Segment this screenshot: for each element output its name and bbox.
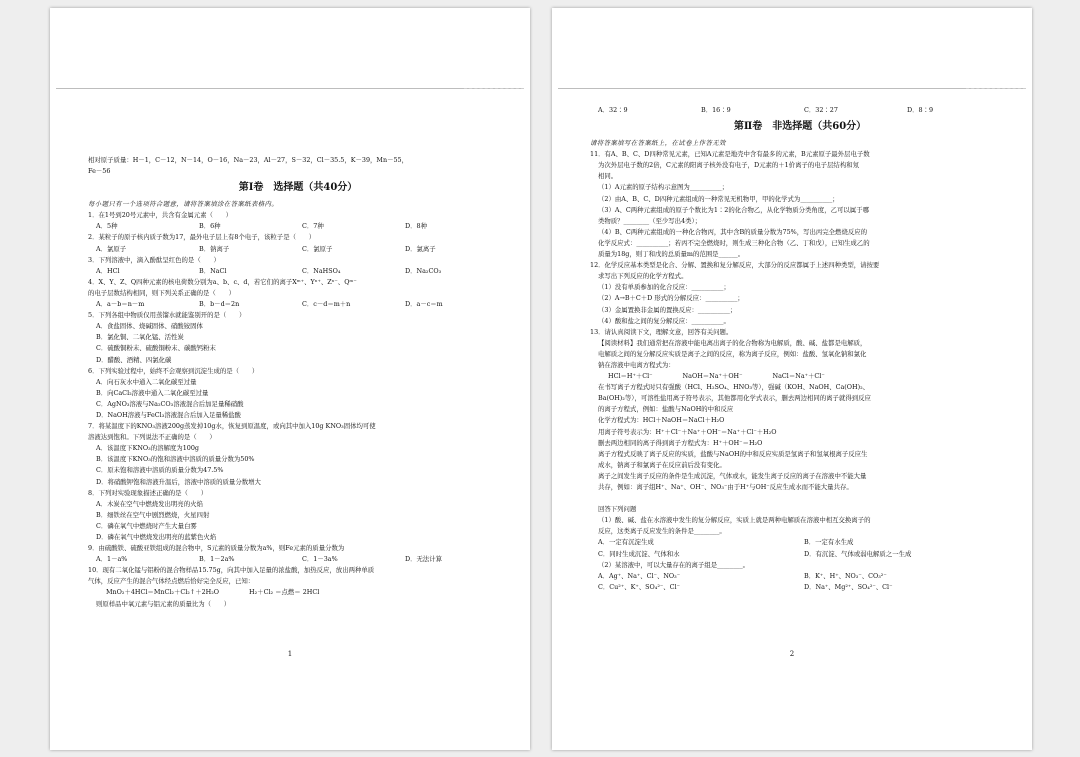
answer-option: A．Ag⁺、Na⁺、Cl⁻、NO₃⁻ xyxy=(598,571,681,580)
page-number: 2 xyxy=(789,650,795,658)
answer-option: C．7种 xyxy=(302,222,324,231)
answer-option: C．c－d＝m＋n xyxy=(302,300,351,309)
answer-option: D．无法计算 xyxy=(405,555,443,564)
text-line: 相对原子质量：H－1，C－12，N－14，O－16，Na－23，Al－27，S－32，Cl－35.5，K－39，Mn－55， xyxy=(88,156,408,164)
text-line: 质量为18g，则丁和戊的总质量m的范围是______。 xyxy=(598,250,745,259)
text-line: C．硫酸铜粉末、硫酸铜粉末、碳酸钙粉末 xyxy=(96,344,216,353)
section-title: 第Ⅱ卷 非选择题（共60分） xyxy=(733,121,867,133)
page-content xyxy=(88,155,508,610)
text-line: 反应，这类离子反应发生的条件是________。 xyxy=(598,527,726,536)
page-content xyxy=(590,105,1010,593)
option-row xyxy=(88,244,508,255)
answer-option: D．有沉淀、气体或弱电解质之一生成 xyxy=(804,549,912,558)
option-row xyxy=(88,266,508,277)
answer-option: A．1－a% xyxy=(96,555,128,564)
text-line: D．醋酸、酒精、四氯化碳 xyxy=(96,355,172,364)
instruction-note: 每小题只有一个选项符合题意，请将答案填涂在答案纸表格内。 xyxy=(88,200,279,209)
answer-option: B．钠离子 xyxy=(199,244,230,253)
answer-option: C．Cu²⁺、K⁺、SO₄²⁻、Cl⁻ xyxy=(598,582,680,591)
document-page-2 xyxy=(552,8,1032,750)
text-line: （1）A元素的原子结构示意图为__________； xyxy=(598,183,729,192)
equation: H₂＋Cl₂ ＝点燃＝ 2HCl xyxy=(249,588,320,597)
text-line: 用离子符号表示为：H⁺＋Cl⁻＋Na⁺＋OH⁻＝Na⁺＋Cl⁻＋H₂O xyxy=(598,427,777,436)
text-line: 删去两边相同的离子得到离子方程式为：H⁺＋OH⁻＝H₂O xyxy=(598,438,763,447)
text-line: 8．下列对实验现象描述正确的是（ ） xyxy=(88,488,208,497)
text-line: Ba(OH)₂等），可溶性盐用离子符号表示，其他都用化学式表示，删去两边相同的离子就得到反应 xyxy=(598,394,871,403)
text-line: 11．有A、B、C、D四种常见元素，已知A元素是地壳中含有最多的元素，B元素原子最外层电子数 xyxy=(590,150,870,159)
section-title: 第Ⅰ卷 选择题（共40分） xyxy=(238,182,358,194)
answer-option: B．NaCl xyxy=(199,266,227,275)
header-rule xyxy=(56,88,524,89)
text-line: 的电子层数结构相同，则下列关系正确的是（ ） xyxy=(88,288,235,297)
answer-option: B．一定有水生成 xyxy=(804,538,854,547)
text-line: （2）A→B＋C＋D 形式的分解反应：__________； xyxy=(598,294,744,303)
equation-line xyxy=(590,371,1010,382)
text-line: 化学方程式为：HCl＋NaOH＝NaCl＋H₂O xyxy=(598,416,725,425)
text-line: C．原未饱和溶液中溶质的质量分数为47.5% xyxy=(96,466,224,475)
text-line: （2）某溶液中，可以大量存在的离子组是________。 xyxy=(598,560,750,569)
answer-option: C．32∶27 xyxy=(804,106,838,114)
text-line: B．该温度下KNO₃的饱和溶液中溶质的质量分数为50% xyxy=(96,455,255,464)
text-line: 6．下列实验过程中，始终不会观察到沉淀生成的是（ ） xyxy=(88,366,259,375)
option-row xyxy=(590,105,1010,116)
header-rule xyxy=(558,88,1026,89)
answer-option: B．6种 xyxy=(199,222,221,231)
answer-option: D．8种 xyxy=(405,222,427,231)
answer-option: A．32∶9 xyxy=(598,106,628,114)
answer-option: B．16∶9 xyxy=(701,106,731,114)
text-line: 的离子方程式，例如：盐酸与NaOH的中和反应 xyxy=(598,405,734,414)
text-line: （1）没有单质参加的化合反应：__________； xyxy=(598,283,730,292)
text-line: A．木炭在空气中燃烧发出明亮的火焰 xyxy=(96,499,203,508)
text-line: 化学反应式：__________；若丙不完全燃烧时，则生成三种化合物（乙、丁和戊），已知生成乙的 xyxy=(598,238,870,247)
text-line: 9．由硫酸铁、硫酸亚铁组成的混合物中，S元素的质量分数为a%，则Fe元素的质量分数为 xyxy=(88,544,345,553)
answer-option: D．a－c＝m xyxy=(405,300,443,309)
answer-option: C．1－3a% xyxy=(302,555,338,564)
answer-option: D．Na⁺、Mg²⁺、SO₄²⁻、Cl⁻ xyxy=(804,582,893,591)
text-line: 13．请认真阅读下文，理解文意，回答有关问题。 xyxy=(590,327,733,336)
answer-option: B．K⁺、H⁺、NO₃⁻、CO₃²⁻ xyxy=(804,571,887,580)
option-row xyxy=(590,582,1010,593)
text-line: 相同。 xyxy=(598,172,618,181)
text-line: 溶液达到饱和。下列说法不正确的是（ ） xyxy=(88,433,216,442)
answer-option: A．5种 xyxy=(96,222,118,231)
text-line: 2．某粒子的原子核内质子数为17，最外电子层上有8个电子，该粒子是（ ） xyxy=(88,233,316,242)
option-row xyxy=(88,221,508,232)
text-line: 钠在溶液中电离方程式为： xyxy=(598,360,675,369)
option-row xyxy=(590,571,1010,582)
text-line: 气体，反应产生的混合气体经点燃后恰好完全反应，已知： xyxy=(88,577,255,586)
text-line: B．细铁丝在空气中剧烈燃烧，火星四射 xyxy=(96,510,210,519)
text-line: 4．X、Y、Z、Q四种元素的核电荷数分别为a、b、c、d，若它们的离子Xᵐ⁺、Yⁿ⁺、Zⁿ⁻、Qᵐ⁻ xyxy=(88,277,357,286)
option-row xyxy=(590,549,1010,560)
answer-option: D．Na₂CO₃ xyxy=(405,266,442,275)
text-line: B．氯化铜、二氧化锰、活性炭 xyxy=(96,333,184,342)
text-line: 共存，例如：离子组H⁺、Na⁺、OH⁻、NO₃⁻由于H⁺与OH⁻反应生成水而不能大量共存。 xyxy=(598,483,853,491)
text-line: 回答下列问题 xyxy=(598,505,637,514)
equation-line xyxy=(88,587,508,598)
text-line: A．该温度下KNO₃的溶解度为100g xyxy=(96,444,199,453)
text-line: 离子方程式反映了离子反应的实质，盐酸与NaOH的中和反应实质是氢离子和氢氧根离子反应生 xyxy=(598,449,868,458)
text-line: B．向CaCl₂溶液中通入二氧化碳至过量 xyxy=(96,388,209,397)
text-line xyxy=(590,493,1010,504)
text-line: 类物质？________（至少写出4类）； xyxy=(598,216,702,225)
text-line: （4）酸和盐之间的复分解反应：__________。 xyxy=(598,316,730,325)
text-line: 5．下列各组中物质仅用蒸馏水就能鉴别开的是（ ） xyxy=(88,311,246,320)
answer-option: B．1－2a% xyxy=(199,555,235,564)
answer-option: A．HCl xyxy=(96,266,120,275)
text-line: 7．将某温度下的KNO₃溶液200g蒸发掉10g水，恢复到原温度，或向其中加入10g KNO₃固体均可使 xyxy=(88,422,376,431)
option-row xyxy=(88,299,508,310)
text-line: 求写出下列反应的化学方程式。 xyxy=(598,272,688,281)
text-line: （3）A、C两种元素组成的原子个数比为1∶2的化合物乙，从化学物质分类角度，乙可以属于哪 xyxy=(598,205,869,214)
text-line: 则原样品中氧元素与铝元素的质量比为（ ） xyxy=(96,599,231,608)
answer-option: A．氯原子 xyxy=(96,244,127,253)
answer-option: B．b－d＝2n xyxy=(199,300,240,309)
option-row xyxy=(590,537,1010,548)
text-line: A．向石灰水中通入二氧化碳至过量 xyxy=(96,377,197,386)
equation: NaOH＝Na⁺＋OH⁻ xyxy=(682,372,743,381)
text-line: C．磷在氧气中燃烧时产生大量白雾 xyxy=(96,521,197,530)
answer-option: A．一定有沉淀生成 xyxy=(598,538,654,547)
text-line: 成水，钠离子和氯离子在反应前后没有变化。 xyxy=(598,460,726,469)
text-line: D．将硝酸钾饱和溶液升温后，溶液中溶质的质量分数增大 xyxy=(96,477,261,486)
equation: MnO₂＋4HCl＝MnCl₂＋Cl₂↑＋2H₂O xyxy=(106,588,220,597)
answer-option: C．同时生成沉淀、气体和水 xyxy=(598,549,680,558)
answer-option: C．氯原子 xyxy=(302,244,333,253)
text-line: 电解质之间的复分解反应实质是离子之间的反应，称为离子反应，例如：盐酸、氢氧化钠和氯化 xyxy=(598,349,867,358)
answer-option: C．NaHSO₄ xyxy=(302,266,341,275)
page-number: 1 xyxy=(287,650,293,658)
text-line: 离子之间发生离子反应的条件是生成沉淀，气体或水，能发生离子反应的离子在溶液中不能大量 xyxy=(598,471,867,480)
text-line: C．AgNO₃溶液与Na₂CO₃溶液混合后加足量稀硝酸 xyxy=(96,399,244,408)
text-line: 10．现有二氧化锰与铝粉的混合物样品15.75g，向其中加入足量的浓盐酸，加热反应，放出两种单质 xyxy=(88,566,375,575)
answer-option: D．氯离子 xyxy=(405,244,436,253)
text-line: （1）酸、碱、盐在水溶液中发生的复分解反应，实质上就是两种电解质在溶液中相互交换离子的 xyxy=(598,516,871,525)
instruction-note: 请将答案填写在答案纸上，在试卷上作答无效 xyxy=(590,139,726,148)
text-line: （4）B、C两种元素组成的一种化合物丙，其中含B的质量分数为75%，写出丙完全燃烧反应的 xyxy=(598,227,868,236)
text-line: 3．下列溶液中，滴入酚酞呈红色的是（ ） xyxy=(88,255,220,264)
text-line: 为次外层电子数的2倍，C元素的阳离子核外没有电子，D元素的＋1价离子的电子层结构和氖 xyxy=(598,161,859,170)
answer-option: D．8∶9 xyxy=(907,106,934,114)
text-line: 在书写离子方程式时只有强酸（HCl、H₂SO₄、HNO₃等），强碱（KOH、NaOH、Ca(OH)₂、 xyxy=(598,383,870,392)
equation: NaCl＝Na⁺＋Cl⁻ xyxy=(772,372,825,381)
document-page-1 xyxy=(50,8,530,750)
answer-option: A．a－b＝n－m xyxy=(96,300,145,309)
text-line: Fe－56 xyxy=(88,167,111,176)
text-line: 12．化学反应基本类型是化合、分解、置换和复分解反应，大部分的反应都属于上述四种类型，请按要 xyxy=(590,261,880,270)
text-line: （2）由A、B、C、D四种元素组成的一种常见无机物甲，甲的化学式为__________； xyxy=(598,194,839,203)
equation: HCl＝H⁺＋Cl⁻ xyxy=(608,372,653,381)
text-line: A．食盐固体、烧碱固体、硝酸铵固体 xyxy=(96,322,203,331)
text-line: （3）金属置换非金属的置换反应：__________； xyxy=(598,305,737,314)
text-line: 【阅读材料】我们通常把在溶液中能电离出离子的化合物称为电解质，酸、碱、盐都是电解质， xyxy=(598,338,867,347)
option-row xyxy=(88,554,508,565)
text-line: D．NaOH溶液与FeCl₃溶液混合后加入足量稀盐酸 xyxy=(96,410,241,419)
text-line: D．磷在氧气中燃烧发出明亮的蓝紫色火焰 xyxy=(96,533,217,541)
text-line: 1．在1号到20号元素中，共含有金属元素（ ） xyxy=(88,211,233,220)
